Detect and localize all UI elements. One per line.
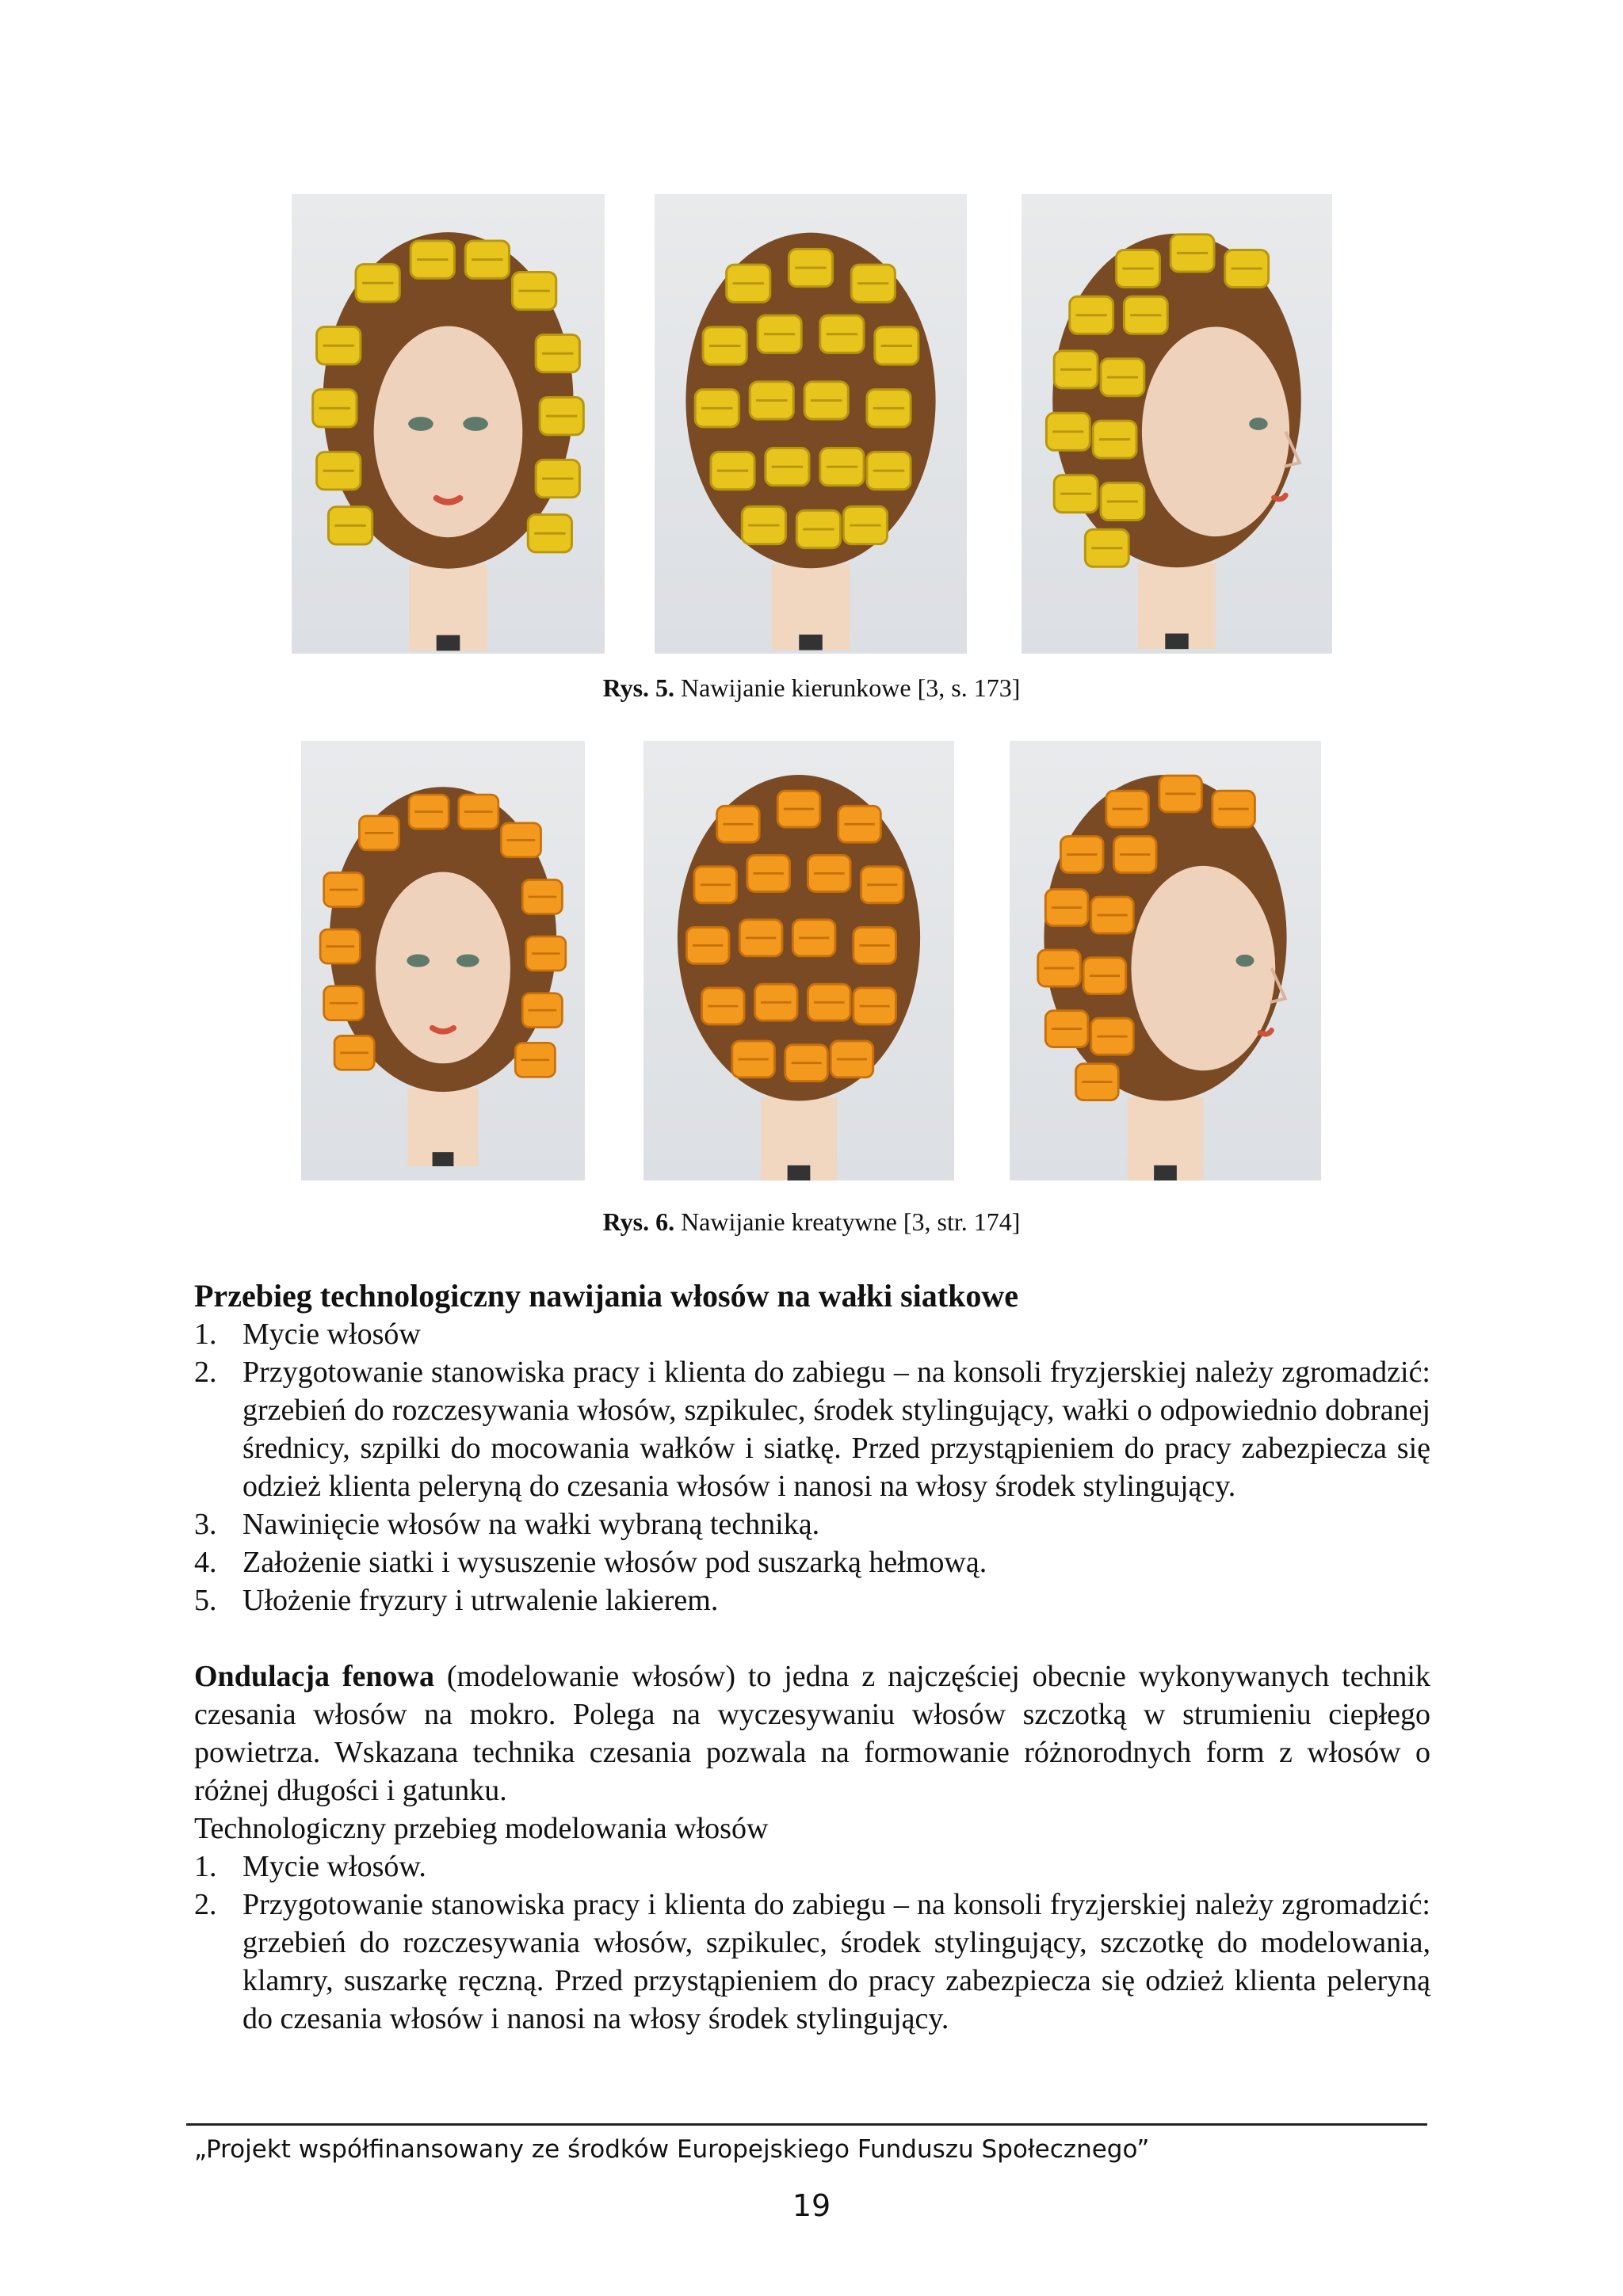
paragraph-ondulacja: [194, 1657, 1430, 1810]
list-text: Przygotowanie stanowiska pracy i klienta do zabiegu – na konsoli fryzjerskiej należy zgromadzić: grzebień do rozczesywania włosów, szpikulec, środek stylingujący, szczotkę do modelowania, klamry, suszarkę ręczną. Przed przystąpieniem do pracy zabezpiecza się odzież klienta peleryną do czesania włosów i nanosi na włosy środek stylingujący.: [242, 1888, 1430, 2035]
procedure-list: [194, 1848, 1430, 2038]
list-number: 1.: [194, 1850, 217, 1883]
footer-text: „Projekt współfinansowany ze środków Europejskiego Funduszu Społecznego”: [194, 2135, 1150, 2164]
mannequin-illustration: [301, 741, 585, 1180]
figure-caption-text: Nawijanie kreatywne [3, str. 174]: [674, 1207, 1021, 1236]
list-text: Ułożenie fryzury i utrwalenie lakierem.: [242, 1584, 719, 1617]
list-item: [194, 1505, 1430, 1543]
subheading: Technologiczny przebieg modelowania włosów: [194, 1812, 769, 1845]
paragraph-text: (modelowanie włosów) to jedna z najczęściej obecnie wykonywanych technik czesania włosów na mokro. Polega na wyczesywaniu włosów szczotką w strumieniu ciepłego powietrza. Wskazana technika czesania pozwala na formowanie różnorodnych form z włosów o różnej długości i gatunku.: [194, 1660, 1430, 1807]
photo-front-view: [301, 741, 585, 1180]
list-text: Mycie włosów.: [242, 1850, 426, 1883]
photo-front-view: [292, 194, 605, 654]
term: Ondulacja fenowa: [194, 1660, 434, 1693]
section-rollers: [194, 1277, 1430, 2038]
mannequin-illustration: [1010, 741, 1321, 1180]
list-item: [194, 1848, 1430, 1886]
list-number: 5.: [194, 1584, 217, 1617]
list-number: 2.: [194, 1888, 217, 1921]
figure-6-photos: [0, 741, 1623, 1180]
mannequin-illustration: [292, 194, 605, 654]
list-text: Założenie siatki i wysuszenie włosów pod suszarką hełmową.: [242, 1546, 987, 1579]
photo-back-view: [655, 194, 967, 654]
list-item: [194, 1581, 1430, 1619]
procedure-list: [194, 1315, 1430, 1619]
list-item: [194, 1543, 1430, 1581]
list-number: 2.: [194, 1356, 217, 1389]
photo-side-view: [1022, 194, 1332, 654]
figure-label: Rys. 5.: [602, 673, 675, 702]
figure-label: Rys. 6.: [602, 1207, 675, 1236]
mannequin-illustration: [1022, 194, 1332, 654]
list-text: Mycie włosów: [242, 1318, 421, 1351]
photo-back-view: [643, 741, 954, 1180]
page-number: 19: [792, 2188, 831, 2223]
list-item: [194, 1886, 1430, 2038]
mannequin-illustration: [643, 741, 954, 1180]
figure-caption-text: Nawijanie kierunkowe [3, s. 173]: [674, 673, 1021, 702]
list-number: 4.: [194, 1546, 217, 1579]
figure-6-caption: [0, 1206, 1623, 1238]
section-heading: Przebieg technologiczny nawijania włosów na wałki siatkowe: [194, 1278, 1018, 1314]
list-number: 3.: [194, 1508, 217, 1541]
figure-5-caption: [0, 672, 1623, 704]
list-number: 1.: [194, 1318, 217, 1351]
list-text: Przygotowanie stanowiska pracy i klienta do zabiegu – na konsoli fryzjerskiej należy zgromadzić: grzebień do rozczesywania włosów, szpikulec, środek stylingujący, wałki o odpowiednio dobranej średnicy, szpilki do mocowania wałków i siatkę. Przed przystąpieniem do pracy zabezpiecza się odzież klienta peleryną do czesania włosów i nanosi na włosy środek stylingujący.: [242, 1356, 1430, 1503]
footer-divider: [186, 2123, 1427, 2126]
figure-5-photos: [0, 194, 1623, 654]
photo-side-view: [1010, 741, 1321, 1180]
mannequin-illustration: [655, 194, 967, 654]
list-text: Nawinięcie włosów na wałki wybraną techniką.: [242, 1508, 820, 1541]
list-item: [194, 1353, 1430, 1505]
list-item: [194, 1315, 1430, 1353]
